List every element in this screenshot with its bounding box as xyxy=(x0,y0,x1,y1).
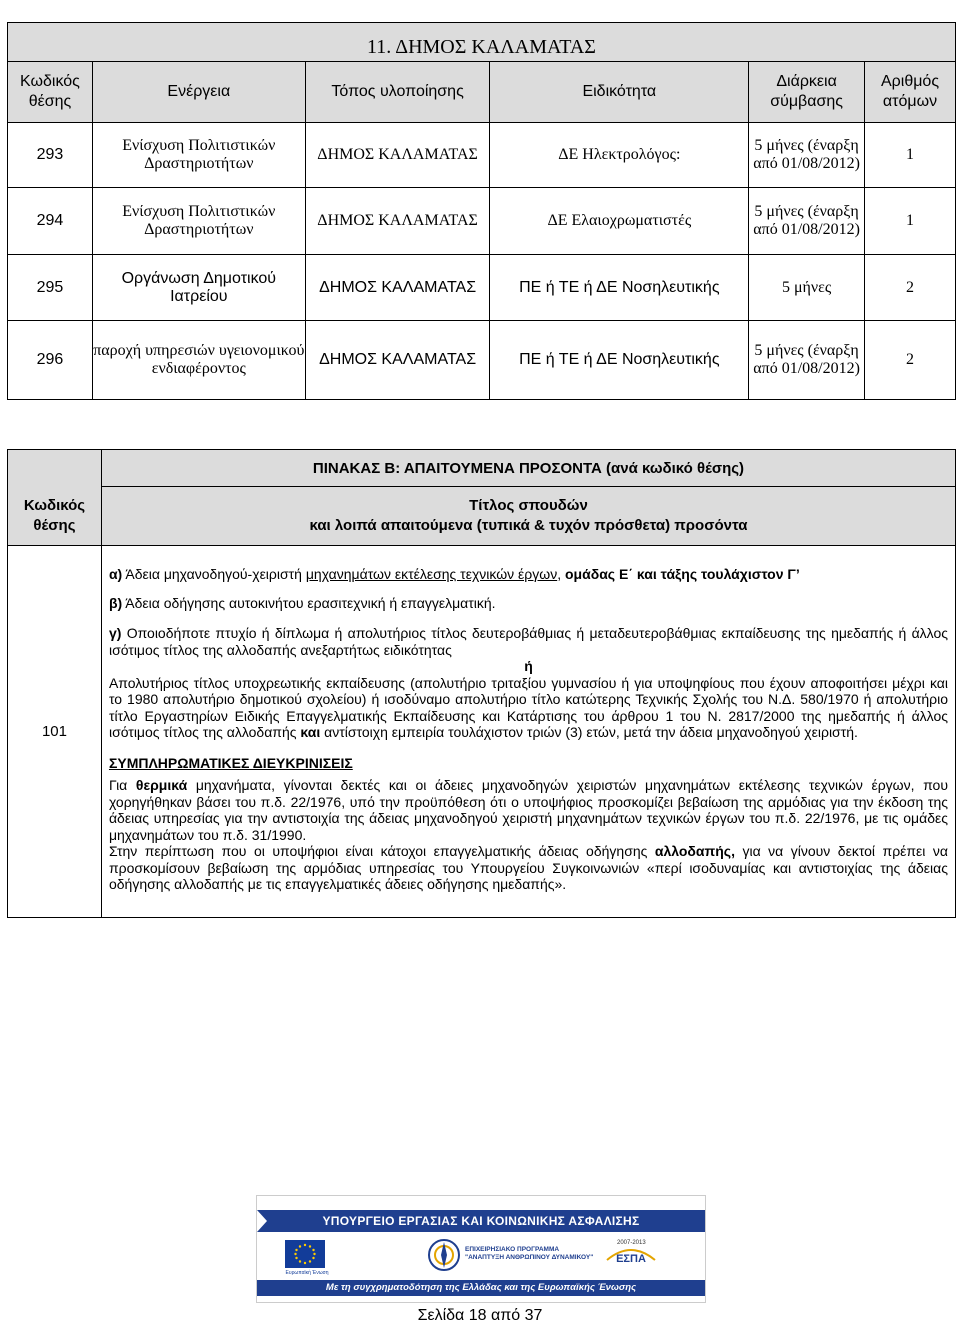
row-code: 295 xyxy=(8,255,93,321)
row-location: ΔΗΜΟΣ ΚΑΛΑΜΑΤΑΣ xyxy=(305,321,490,400)
header-location: Τόπος υλοποίησης xyxy=(305,62,490,123)
cofunding-slogan: Με τη συγχρηματοδότηση της Ελλάδας και της Ευρωπαϊκής Ένωσης xyxy=(257,1280,705,1296)
row-specialty: ΠΕ ή ΤΕ ή ΔΕ Νοσηλευτικής xyxy=(490,255,749,321)
ministry-bar: ΥΠΟΥΡΓΕΙΟ ΕΡΓΑΣΙΑΣ ΚΑΙ ΚΟΙΝΩΝΙΚΗΣ ΑΣΦΑΛΙΣΗΣ xyxy=(257,1210,705,1232)
program-emblem-icon xyxy=(427,1238,461,1272)
row-count: 2 xyxy=(865,321,956,400)
arrow-icon xyxy=(257,1210,267,1232)
table-row xyxy=(8,546,956,918)
qualifications-header-row xyxy=(8,487,956,546)
row-code: 296 xyxy=(8,321,93,400)
row-specialty: ΔΕ Ηλεκτρολόγος: xyxy=(490,123,749,188)
row-count: 2 xyxy=(865,255,956,321)
note-2: Στην περίπτωση που οι υποψήφιοι είναι κάτοχοι επαγγελματικής άδειας οδήγησης αλλοδαπής, για να γίνουν δεκτοί πρέπει να προσκομίσουν βεβαίωση της αρμόδιας υπηρεσίας του Υπουργείου Συγκοινωνιών «περί ισοδυναμίας και αντιστοιχίας της άδειας οδήγησης αλλοδαπής με τις επαγγελματικές άδειες οδήγησης ημεδαπής». xyxy=(108,843,948,892)
qualifications-header-line2: και λοιπά απαιτούμενα (τυπικά & τυχόν πρόσθετα) προσόντα xyxy=(309,517,748,534)
row-specialty: ΠΕ ή ΤΕ ή ΔΕ Νοσηλευτικής xyxy=(490,321,749,400)
qualifications-table xyxy=(7,449,956,918)
eu-label: Ευρωπαϊκή Ένωση xyxy=(285,1270,329,1276)
row-count: 1 xyxy=(865,188,956,255)
positions-header-row xyxy=(8,62,956,123)
table-row xyxy=(8,255,956,321)
table-row xyxy=(8,321,956,400)
header-action: Ενέργεια xyxy=(92,62,305,123)
qualifications-header xyxy=(101,487,955,546)
row-action: Οργάνωση Δημοτικού Ιατρείου xyxy=(92,255,305,321)
qualifications-header-line1: Τίτλος σπουδών xyxy=(469,497,588,514)
qualifications-title-row xyxy=(8,450,956,487)
table-row xyxy=(8,188,956,255)
positions-table xyxy=(7,22,956,400)
row-action: Ενίσχυση Πολιτιστικών Δραστηριοτήτων xyxy=(92,123,305,188)
notes-heading: ΣΥΜΠΛΗΡΩΜΑΤΙΚΕΣ ΔΙΕΥΚΡΙΝΙΣΕΙΣ xyxy=(108,754,353,771)
program-name: ΕΠΙΧΕΙΡΗΣΙΑΚΟ ΠΡΟΓΡΑΜΜΑ "ΑΝΑΠΤΥΞΗ ΑΝΘΡΩΠΙΝΟΥ ΔΥΝΑΜΙΚΟΥ" xyxy=(465,1246,594,1261)
row-duration: 5 μήνες (έναρξη από 01/08/2012) xyxy=(749,321,865,400)
header-duration: Διάρκεια σύμβασης xyxy=(749,62,865,123)
row-duration: 5 μήνες xyxy=(749,255,865,321)
requirement-d: Απολυτήριος τίτλος υποχρεωτικής εκπαίδευσης (απολυτήριο τριταξίου γυμνασίου ή για υποψηφίους που έχουν αποφοιτήσει μέχρι και το 1980 απολυτήριο δημοτικού σχολείου) ή ισοδύναμο απολυτήριο τίτλο κατώτερης Τεχνικής Σχολής του Ν.Δ. 580/1970 ή απολυτήριο τίτλο Εργαστηρίων Ειδικής Επαγγελματικής Εκπαίδευσης και Κατάρτισης του άρθρου 1 του Ν. 2817/2000 της ημεδαπής ή άλλος ισότιμος τίτλος της αλλοδαπής και αντίστοιχη εμπειρία τουλάχιστον τριών (3) ετών, μετά την άδεια μηχανοδηγού χειριστή. xyxy=(108,674,948,740)
table-row xyxy=(8,123,956,188)
qualifications-code: 101 xyxy=(8,546,102,918)
note-1: Για θερμικά μηχανήματα, γίνονται δεκτές και οι άδειες μηχανοδηγών χειριστών μηχανημάτων εκτέλεσης τεχνικών έργων, που χορηγήθηκαν βάσει του π.δ. 22/1976, υπό την προϋπόθεση ότι ο υποψήφιος προσκομίζει βεβαίωση της αρμόδιας για την έκδοση της άδειας υπηρεσίας για την αντιστοιχία της άδειας μηχανοδηγού χειριστή μηχανημάτων τεχνικών έργων του π.δ. 22/1976, με τις ομάδες μηχανημάτων του π.δ. 31/1990. xyxy=(108,777,949,843)
row-count: 1 xyxy=(865,123,956,188)
row-specialty: ΔΕ Ελαιοχρωματιστές xyxy=(490,188,749,255)
eu-flag-icon xyxy=(285,1240,325,1268)
row-duration: 5 μήνες (έναρξη από 01/08/2012) xyxy=(749,188,865,255)
row-action: παροχή υπηρεσιών υγειονομικού ενδιαφέροντος xyxy=(92,321,305,400)
qualifications-content xyxy=(101,546,955,918)
row-code: 294 xyxy=(8,188,93,255)
qualifications-title: ΠΙΝΑΚΑΣ Β: ΑΠΑΙΤΟΥΜΕΝΑ ΠΡΟΣΟΝΤΑ (ανά κωδικό θέσης) xyxy=(101,450,955,487)
requirement-b: β) Άδεια οδήγησης αυτοκινήτου ερασιτεχνική ή επαγγελματική. xyxy=(108,594,496,611)
espa-years: 2007-2013 xyxy=(617,1240,646,1246)
positions-title: 11. ΔΗΜΟΣ ΚΑΛΑΜΑΤΑΣ xyxy=(8,23,956,62)
machinery-link-text: μηχανημάτων εκτέλεσης τεχνικών έργων xyxy=(305,566,558,582)
funding-banner xyxy=(257,1196,705,1302)
header-code: Κωδικός θέσης xyxy=(8,62,93,123)
requirement-a: α) Άδεια μηχανοδηγού-χειριστή μηχανημάτων εκτέλεσης τεχνικών έργων, ομάδας Ε΄ και τάξης τουλάχιστον Γ’ xyxy=(108,566,800,582)
requirement-c: γ) Οποιοδήποτε πτυχίο ή δίπλωμα ή απολυτήριος τίτλος δευτεροβάθμιας ή μεταδευτεροβάθμιας εκπαίδευσης της ημεδαπής ή άλλος ισότιμος τίτλος της αλλοδαπής ανεξαρτήτως ειδικότητας xyxy=(108,625,948,658)
header-specialty: Ειδικότητα xyxy=(490,62,749,123)
header-count: Αριθμός ατόμων xyxy=(865,62,956,123)
row-action: Ενίσχυση Πολιτιστικών Δραστηριοτήτων xyxy=(92,188,305,255)
row-location: ΔΗΜΟΣ ΚΑΛΑΜΑΤΑΣ xyxy=(305,123,490,188)
or-separator: ή xyxy=(524,658,533,674)
page-number: Σελίδα 18 από 37 xyxy=(417,1307,543,1324)
qualifications-code-header: Κωδικός θέσης xyxy=(8,487,102,546)
row-duration: 5 μήνες (έναρξη από 01/08/2012) xyxy=(749,123,865,188)
row-code: 293 xyxy=(8,123,93,188)
espa-text: ΕΣΠΑ xyxy=(616,1253,646,1265)
row-location: ΔΗΜΟΣ ΚΑΛΑΜΑΤΑΣ xyxy=(305,255,490,321)
row-location: ΔΗΜΟΣ ΚΑΛΑΜΑΤΑΣ xyxy=(305,188,490,255)
positions-title-row xyxy=(8,23,956,62)
